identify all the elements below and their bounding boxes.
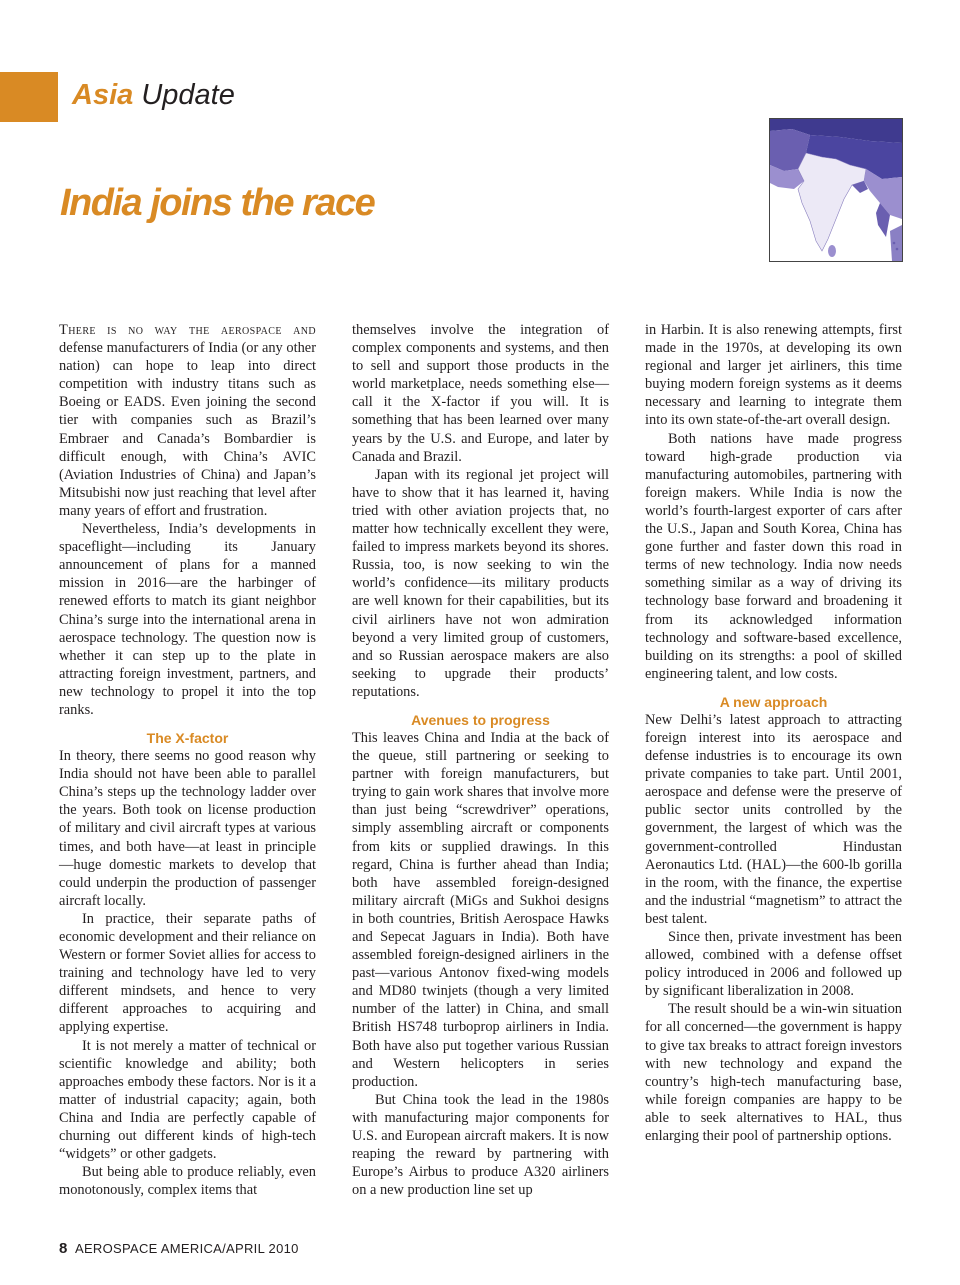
paragraph-text: defense manufacturers of India (or any other nation) can hope to leap into direct competition with industry titans such as Boeing or EADS. Even joining the second tier with companies such as Brazil’s Embraer and Canada’s Bombardier is difficult enough, with China’s AVIC (Aviation Industries of China) and Japan’s Mitsubishi now just reaching that level after many years of effort and frustration.: [59, 340, 316, 519]
paragraph: It is not merely a matter of technical or scientific knowledge and ability; both approaches embody these factors. Nor is it a matter of industrial capacity; again, both China and India are perfectly capable of churning out different kinds of high-tech “widgets” or other gadgets.: [59, 1037, 316, 1163]
subheading: A new approach: [719, 693, 828, 710]
article-column-3: [645, 321, 902, 1145]
paragraph: The result should be a win-win situation for all concerned—the government is happy to give tax breaks to attract foreign investors with new technology and expand the country’s high-tech manufacturing base, while foreign companies are happy to be able to seek alternatives to HAL, thus enlarging their pool of partnership options.: [645, 1001, 902, 1145]
page-footer: [59, 1240, 299, 1258]
lead-in: There is no way the aerospace and: [59, 322, 316, 338]
subheading: The X-factor: [146, 730, 229, 747]
article-title: India joins the race: [60, 182, 375, 224]
paragraph: In theory, there seems no good reason why India should not have been able to parallel China’s steps up the technology ladder over the years. Both took on license production of military and civil aircraft types at various times, and both have—at least in principle—huge domestic markets to develop that could underpin the production of passenger aircraft locally.: [59, 748, 316, 909]
paragraph: Since then, private investment has been allowed, combined with a defense offset policy introduced in 2006 and followed up by significant liberalization in 2008.: [645, 929, 902, 1000]
section-label: [72, 76, 235, 114]
article-column-1: [59, 321, 316, 1199]
paragraph: themselves involve the integration of complex components and systems, and then to sell and support those products in the world marketplace, needs something else—call it the X-factor if you will. It is something that has been learned over many years by the U.S. and Europe, and later by Canada and Brazil.: [352, 322, 609, 465]
section-label-highlight: Asia: [72, 79, 134, 111]
subheading: Avenues to progress: [411, 711, 550, 728]
article-column-2: [352, 321, 609, 1199]
paragraph: But being able to produce reliably, even monotonously, complex items that: [59, 1164, 316, 1199]
section-label-rest: Update: [133, 79, 235, 111]
paragraph: Both nations have made progress toward high-grade production via manufacturing automobiles, partnering with foreign makers. While India is now the world’s fourth-largest exporter of cars after the U.S., Japan and South Korea, China has gone further and faster down this road in terms of new technology. India now needs something similar as a way of driving its technology base forward and broadening it from its acknowledged information technology and software-based excellence, building on its strengths: a pool of skilled engineering talent, and low costs.: [645, 430, 902, 682]
paragraph: [59, 321, 316, 520]
publication-line: AEROSPACE AMERICA/APRIL 2010: [74, 1241, 299, 1256]
paragraph: Nevertheless, India’s developments in spaceflight—including its January announcement of plans for a manned mission in 2016—are the harbinger of renewed efforts to match its giant neighbor China’s surge into the international arena in aerospace technology. The question now is whether it can step up to the plate in attracting foreign investment, partners, and new technology to propel it into the top ranks.: [59, 521, 316, 718]
paragraph: in Harbin. It is also renewing attempts, first made in the 1970s, at developing its own regional and larger jet airliners, this time buying modern foreign systems as it deems necessary and learning to integrate them into its own state-of-the-art overall design.: [645, 322, 902, 429]
paragraph: But China took the lead in the 1980s with manufacturing major components for U.S. and European aircraft makers. It is now reaping the reward by partnering with Europe’s Airbus to produce A320 airliners on a new production line set up: [352, 1091, 609, 1199]
paragraph: New Delhi’s latest approach to attracting foreign interest into its aerospace and defense industries is to encourage its own private companies to take part. Until 2001, aerospace and defense were the preserve of public sector units controlled by the government, the largest of which was the government-controlled Hindustan Aeronautics Ltd. (HAL)—the 600-lb gorilla in the room, with the finance, the expertise and the industrial “magnetism” to attract the best talent.: [645, 711, 902, 927]
paragraph: Japan with its regional jet project will have to show that it has learned it, having tried with other aviation projects that, no matter how technically excellent they were, failed to impress markets beyond its shores. Russia, too, is now seeking to win the world’s confidence—its military products are well known for their capabilities, but its civil airliners have not won admiration beyond a very limited group of customers, and so Russian aerospace makers are also seeking to upgrade their products’ reputations.: [352, 466, 609, 700]
page-number: 8: [59, 1240, 68, 1257]
paragraph: In practice, their separate paths of economic development and their reliance on Western or former Soviet allies for access to training and technology have led to very different mindsets, and hence to very different approaches to acquiring and applying expertise.: [59, 910, 316, 1036]
section-tab: [0, 72, 58, 122]
paragraph: This leaves China and India at the back of the queue, still partnering or seeking to partner with foreign manufacturers, but trying to gain work shares that involve more than just being “screwdriver” operations, simply assembling aircraft or components from kits or supplied drawings. In this regard, China is further ahead than India; both have assembled foreign-designed military aircraft (MiGs and Sukhoi designs in both countries, British Aerospace Hawks and Sepecat Jaguars in India). Both have assembled foreign-designed airliners in the past—various Antonov fixed-wing models and MD80 twinjets (though a very limited number of the latter) in China, and small British HS748 turboprop airliners in India. Both have also put together various Russian and Western helicopters in series production.: [352, 729, 609, 1090]
india-map-illustration: [769, 118, 903, 262]
